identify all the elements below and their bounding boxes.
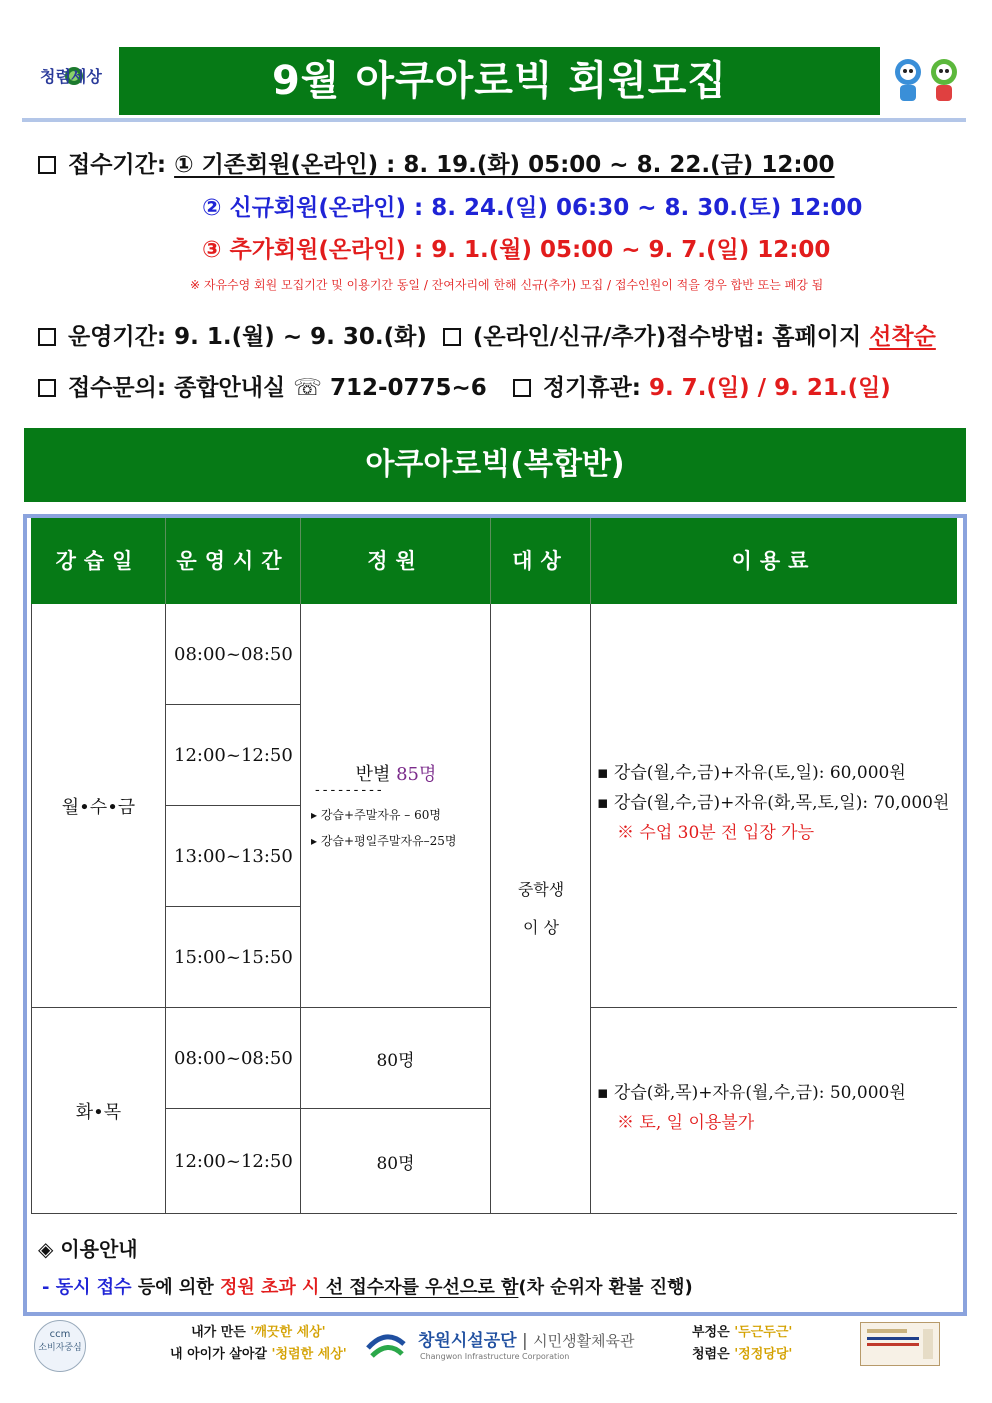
reception-existing-line: 접수기간: ① 기존회원(온라인) : 8. 19.(화) 05:00 ~ 8. 22.(금) 12:00: [38, 146, 835, 179]
fee-group2: [591, 1008, 957, 1214]
table-row-time: 15:00~15:50: [166, 907, 301, 1008]
fee-line: ▪ 강습(월,수,금)+자유(화,목,토,일): 70,000원: [597, 793, 950, 813]
fee-group1: [591, 604, 957, 1008]
header-capacity: 정원: [301, 518, 491, 604]
operation-method-line: 운영기간: 9. 1.(월) ~ 9. 30.(화) (온라인/신규/추가)접수방법: 홈페이지 선착순: [38, 318, 936, 351]
table-row-time: 12:00~12:50: [166, 705, 301, 806]
checkbox-square-icon: [38, 156, 56, 174]
fee-note: ※ 토, 일 이용불가: [617, 1113, 755, 1133]
table-row-time: 13:00~13:50: [166, 806, 301, 907]
day-tue-thu: 화•목: [31, 1008, 166, 1214]
mascot-icons: [888, 52, 968, 108]
header-fee: 이용료: [591, 518, 957, 604]
footer: [22, 1320, 966, 1376]
capacity-value: 85명: [396, 764, 437, 785]
reception-note: ※ 자유수영 회원 모집기간 및 이용기간 동일 / 잔여자리에 한해 신규(추가) 모집 / 접수인원이 적을 경우 합반 또는 폐강 됨: [190, 278, 824, 292]
capacity-sub2: ▸ 강습+평일주말자유–25명: [311, 834, 457, 848]
checkbox-square-icon: [38, 328, 56, 346]
checkbox-square-icon: [443, 328, 461, 346]
checkbox-square-icon: [38, 379, 56, 397]
certificate-icon: [860, 1322, 940, 1366]
org-name: 창원시설공단 | 시민생활체육관: [418, 1331, 635, 1351]
org-logo-icon: [364, 1326, 408, 1366]
inquiry-closed-line: 접수문의: 종합안내실 ☏ 712-0775~6 정기휴관: 9. 7.(일) / 9. 21.(일): [38, 369, 891, 402]
target-line1: 중학생: [517, 880, 565, 899]
schedule-table: [31, 518, 957, 1214]
extra-member-period: ③ 추가회원(온라인) : 9. 1.(월) 05:00 ~ 9. 7.(일) 12:00: [202, 237, 831, 263]
target-line2: 이 상: [523, 918, 559, 937]
motto: 부정은 '두근두근' 청렴은 '정정당당': [692, 1325, 793, 1362]
table-row-time: 12:00~12:50: [166, 1109, 301, 1214]
integrity-world-logo: [34, 54, 108, 102]
fee-line: ▪ 강습(월,수,금)+자유(토,일): 60,000원: [597, 763, 906, 783]
target-cell: [491, 604, 591, 1214]
existing-member-period: ① 기존회원(온라인) : 8. 19.(화) 05:00 ~ 8. 22.(금) 12:00: [174, 152, 835, 178]
section-title: 아쿠아로빅(복합반): [24, 428, 966, 502]
table-row-time: 08:00~08:50: [166, 1008, 301, 1109]
closed-dates: 9. 7.(일) / 9. 21.(일): [648, 375, 891, 401]
fee-note: ※ 수업 30분 전 입장 가능: [617, 823, 815, 843]
logo-text: 청렴세상: [40, 67, 102, 86]
header-divider: [22, 118, 966, 122]
capacity-cell: 80명: [301, 1008, 491, 1109]
guide-text: - 동시 접수 등에 의한 정원 초과 시 선 접수자를 우선으로 함(차 순위자 환불 진행): [42, 1277, 693, 1298]
header-time: 운영시간: [166, 518, 301, 604]
ccm-badge-icon: ccm 소비자중심: [34, 1320, 86, 1372]
capacity-sub1: ▸ 강습+주말자유 – 60명: [311, 808, 441, 822]
day-mon-wed-fri: 월•수•금: [31, 604, 166, 1008]
operation-period: 9. 1.(월) ~ 9. 30.(화): [174, 324, 427, 350]
capacity-divider: ---------: [315, 782, 385, 798]
header-target: 대상: [491, 518, 591, 604]
capacity-group1: [301, 604, 491, 1008]
new-member-period: ② 신규회원(온라인) : 8. 24.(일) 06:30 ~ 8. 30.(토) 12:00: [202, 195, 863, 221]
first-come-badge: 선착순: [869, 324, 936, 350]
page-title: 9월 아쿠아로빅 회원모집: [119, 47, 880, 115]
capacity-label: 반별: [355, 764, 391, 785]
phone-icon: ☏: [293, 375, 322, 401]
fee-line: ▪ 강습(화,목)+자유(월,수,금): 50,000원: [597, 1083, 906, 1103]
capacity-cell: 80명: [301, 1109, 491, 1214]
guide-title: ◈ 이용안내: [38, 1237, 138, 1261]
header-day: 강습일: [31, 518, 166, 604]
slogan: 내가 만든 '깨끗한 세상' 내 아이가 살아갈 '청렴한 세상': [170, 1325, 347, 1362]
checkbox-square-icon: [513, 379, 531, 397]
org-english-name: Changwon Infrastructure Corporation: [420, 1352, 570, 1361]
table-row-time: 08:00~08:50: [166, 604, 301, 705]
inquiry-phone: 712-0775~6: [329, 375, 487, 401]
